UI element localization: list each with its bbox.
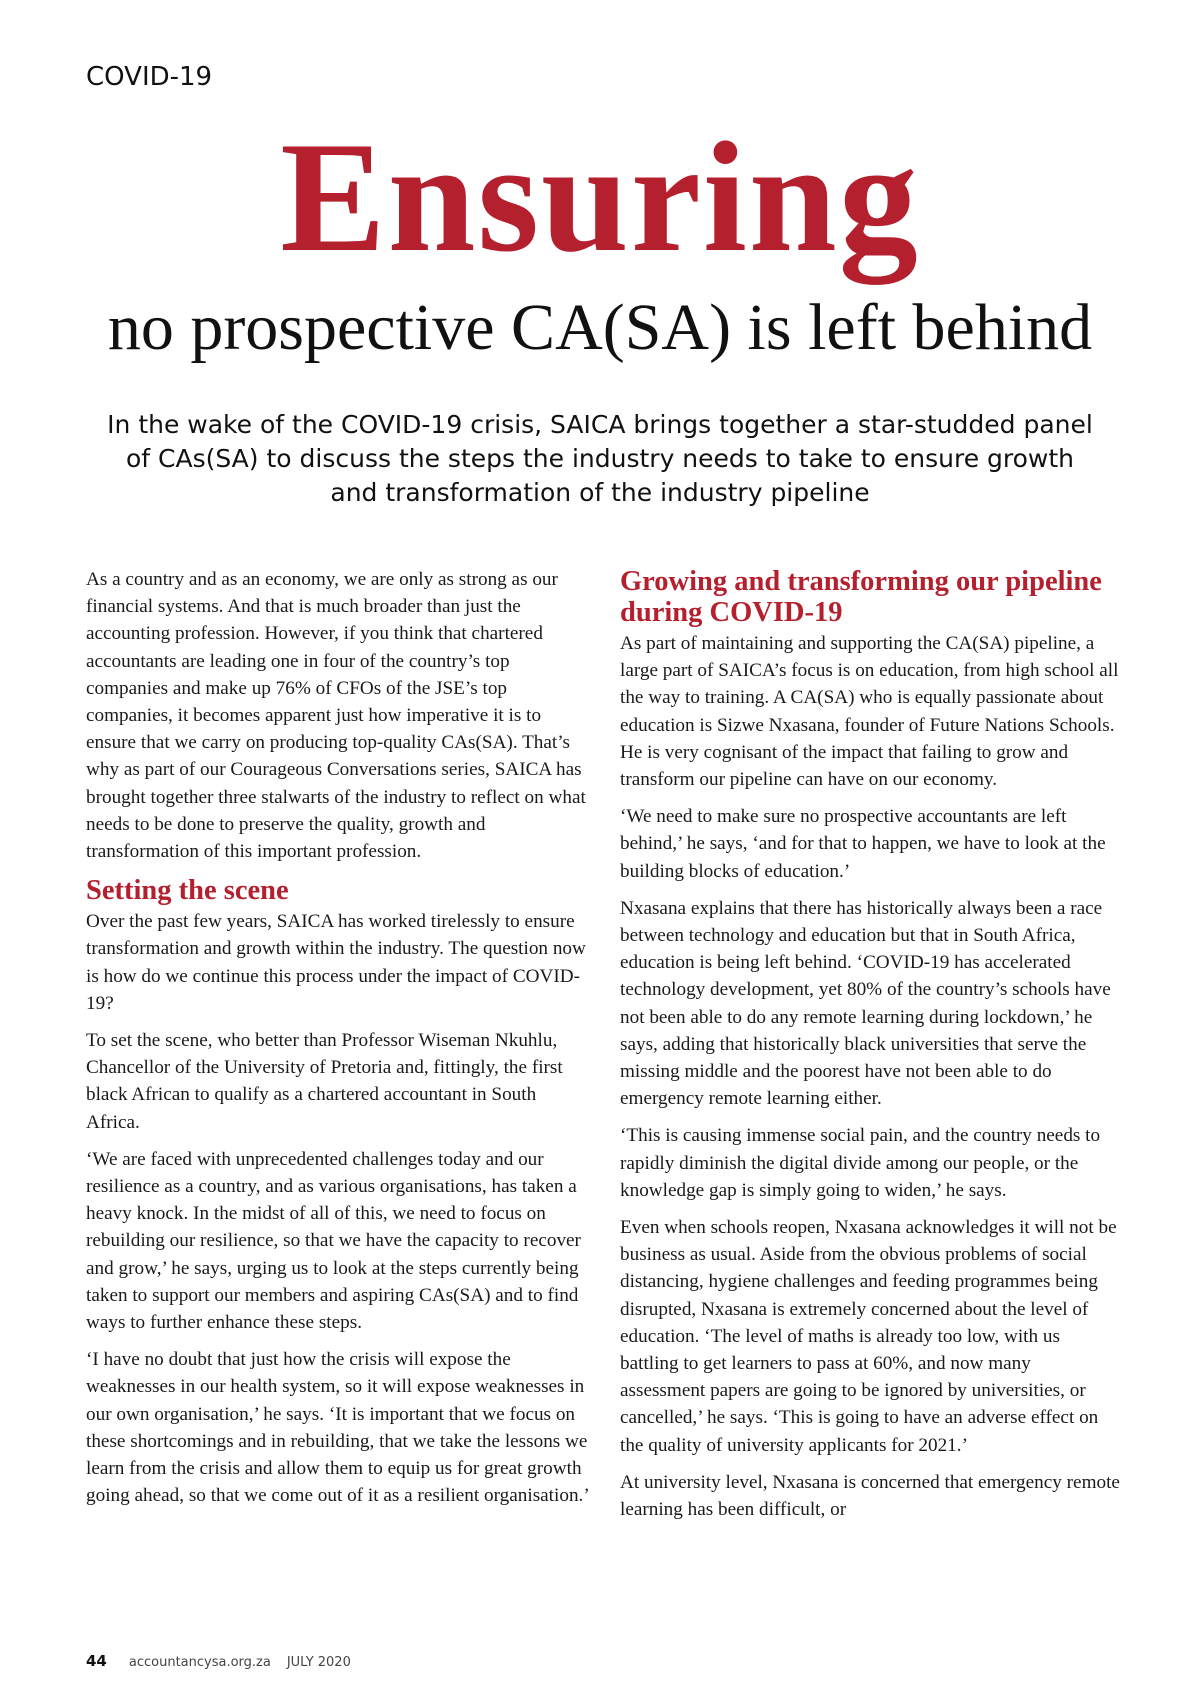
headline: Ensuring <box>280 110 920 285</box>
paragraph: ‘We are faced with unprecedented challenges today and our resilience as a country, and as various organisations, has taken a heavy knock. In the midst of all of this, we need to focus on rebuilding our resilience, so that we have the capacity to recover and grow,’ he says, urging us to look at the steps currently being taken to support our members and aspiring CAs(SA) and to find ways to further enhance these steps. <box>86 1148 581 1334</box>
issue-date: JULY 2020 <box>286 1655 351 1670</box>
section-heading: Growing and transforming our pipeline during COVID-19 <box>620 566 1102 628</box>
subheadline: no prospective CA(SA) is left behind <box>107 291 1093 364</box>
paragraph: ‘This is causing immense social pain, and the country needs to rapidly diminish the digital divide among our people, or the knowledge gap is simply going to widen,’ he says. <box>620 1125 1101 1201</box>
section-heading: Setting the scene <box>86 875 289 907</box>
paragraph: ‘I have no doubt that just how the crisis will expose the weaknesses in our health system, so it will expose weaknesses in our own organisation,’ he says. ‘It is important that we focus on these shortcomings and in rebuilding, that we take the lessons we learn from the crisis and allow them to equip us for great growth going ahead, so that we come out of it as a resilient organisation.’ <box>86 1349 590 1507</box>
paragraph: ‘We need to make sure no prospective accountants are left behind,’ he says, ‘and for that to happen, we have to look at the building blocks of education.’ <box>620 806 1106 882</box>
section-tag: COVID-19 <box>86 62 213 92</box>
page-footer <box>86 1652 351 1670</box>
paragraph: As a country and as an economy, we are only as strong as our financial systems. And that is much broader than just the accounting profession. However, if you think that chartered accountants are leading one in four of the country’s top companies and make up 76% of CFOs of the JSE’s top companies, it becomes apparent just how imperative it is to ensure that we carry on producing top-quality CAs(SA). That’s why as part of our Courageous Conversations series, SAICA has brought together three stalwarts of the industry to reflect on what needs to be done to preserve the quality, growth and transformation of this important profession. <box>86 569 586 863</box>
right-column <box>620 566 1120 1533</box>
website-link[interactable]: accountancysa.org.za <box>128 1655 271 1670</box>
paragraph: As part of maintaining and supporting the CA(SA) pipeline, a large part of SAICA’s focus is on education, from high school all the way to training. A CA(SA) who is equally passionate about education is Sizwe Nxasana, founder of Future Nations Schools. He is very cognisant of the impact that failing to grow and transform our pipeline can have on our economy. <box>620 633 1119 791</box>
paragraph: Even when schools reopen, Nxasana acknowledges it will not be business as usual. Aside from the obvious problems of social distancing, hygiene challenges and feeding programmes being disrupted, Nxasana is extremely concerned about the level of education. ‘The level of maths is already too low, with us battling to get learners to pass at 60%, and now many assessment papers are going to be ignored by universities, or cancelled,’ he says. ‘This is going to have an adverse effect on the quality of university applicants for 2021.’ <box>620 1217 1117 1456</box>
paragraph: Nxasana explains that there has historically always been a race between technology and education but that in South Africa, education is being left behind. ‘COVID-19 has accelerated technology development, yet 80% of the country’s schools have not been able to do any remote learning during lockdown,’ he says, adding that historically black universities that serve the missing middle and the poorest have not been able to do emergency remote learning either. <box>620 897 1111 1110</box>
left-column <box>86 566 591 1520</box>
paragraph: To set the scene, who better than Professor Wiseman Nkuhlu, Chancellor of the University of Pretoria and, fittingly, the first black African to qualify as a chartered accountant in South Africa. <box>86 1030 563 1133</box>
paragraph: Over the past few years, SAICA has worked tirelessly to ensure transformation and growth within the industry. The question now is how do we continue this process under the impact of COVID-19? <box>86 911 586 1014</box>
page-number: 44 <box>86 1652 107 1670</box>
paragraph: At university level, Nxasana is concerned that emergency remote learning has been difficult, or <box>620 1471 1120 1521</box>
standfirst: In the wake of the COVID-19 crisis, SAICA brings together a star-studded panel of CAs(SA) to discuss the steps the industry needs to take to ensure growth and transformation of the industry pipeline <box>107 410 1093 507</box>
